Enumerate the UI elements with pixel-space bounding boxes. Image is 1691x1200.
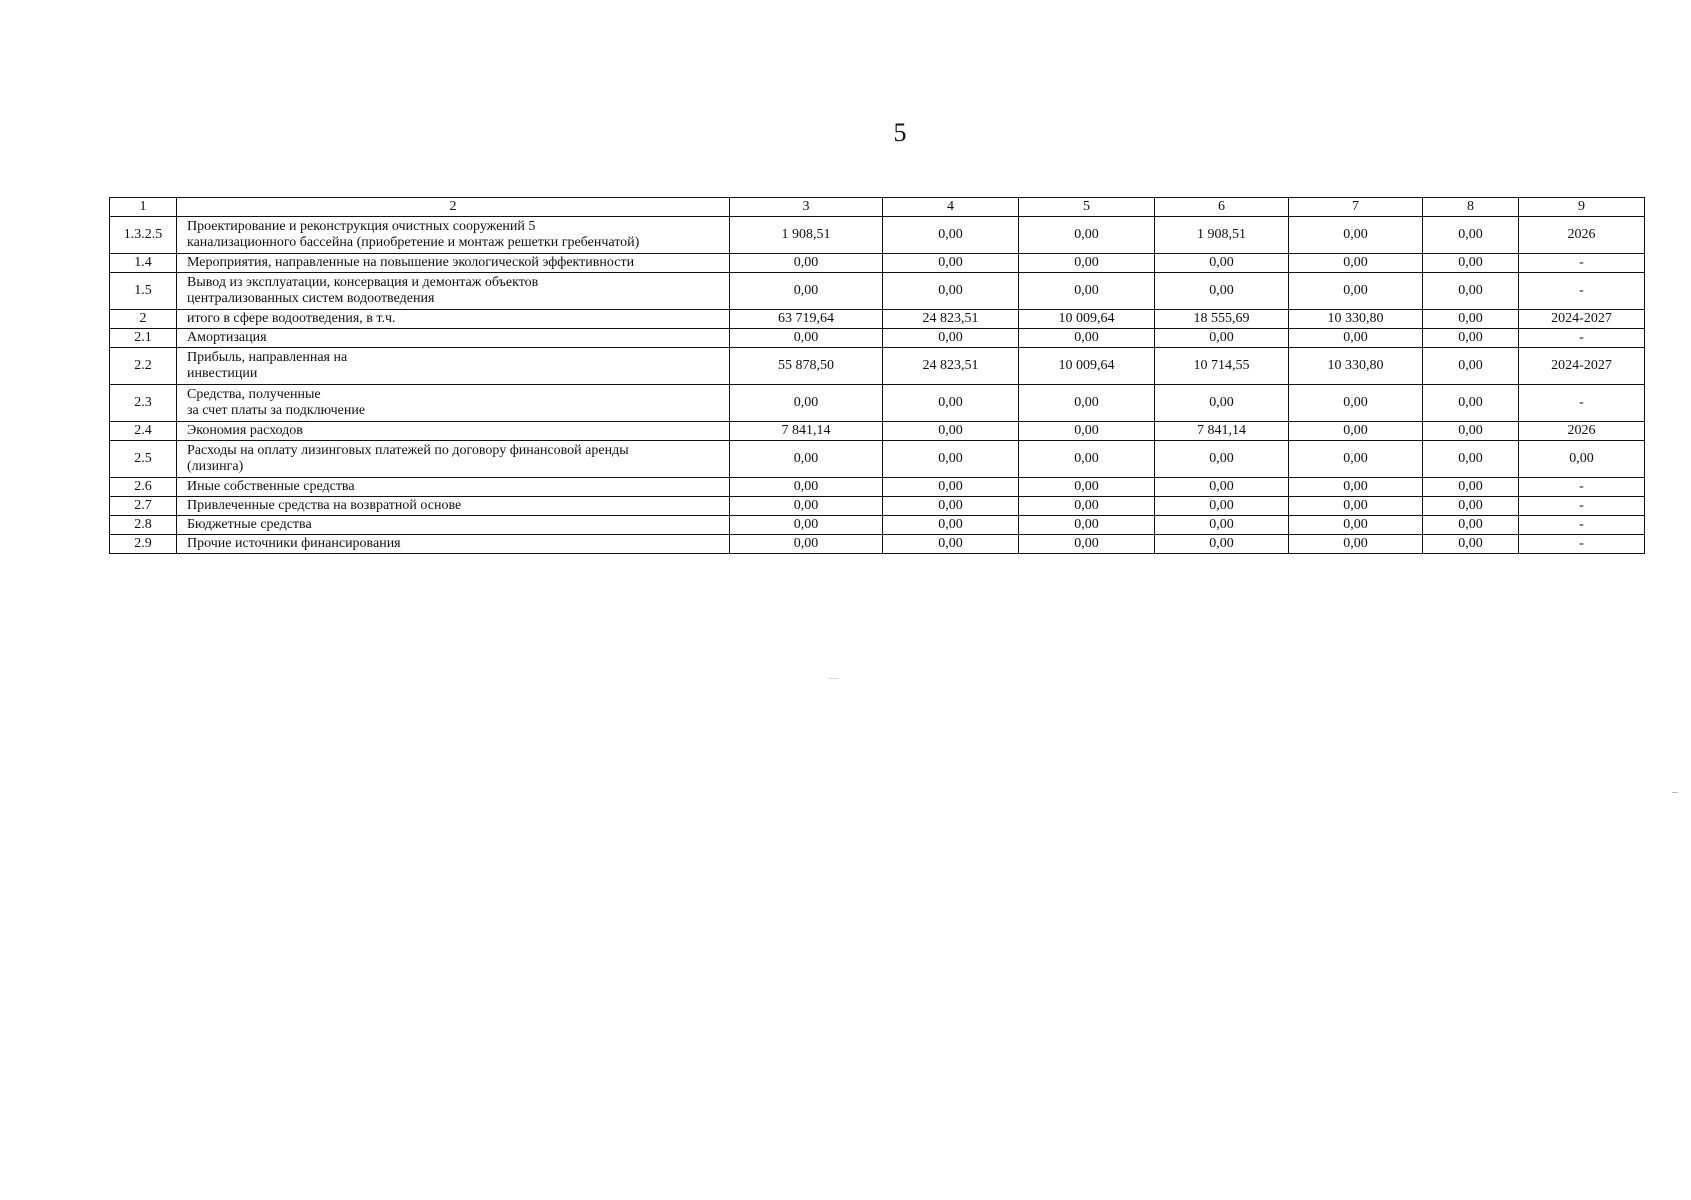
row-name-line: инвестиции [187, 366, 258, 381]
row-value-cell: 0,00 [1289, 254, 1423, 273]
row-name-cell [177, 516, 730, 535]
row-value-cell: 0,00 [1289, 329, 1423, 348]
row-name-line: Проектирование и реконструкция очистных сооружений 5 [187, 219, 536, 234]
row-name-line: Бюджетные средства [187, 517, 312, 532]
row-value-cell: 0,00 [883, 535, 1019, 554]
row-value-cell: 0,00 [1019, 385, 1155, 422]
row-value-cell: 0,00 [1019, 478, 1155, 497]
row-name-line: итого в сфере водоотведения, в т.ч. [187, 311, 396, 326]
row-value-cell: 0,00 [730, 329, 883, 348]
row-value-cell: 0,00 [1423, 273, 1519, 310]
table-row [110, 217, 1645, 254]
row-value-cell: 0,00 [1019, 329, 1155, 348]
row-value-cell: 0,00 [1155, 441, 1289, 478]
row-period-cell: - [1519, 254, 1645, 273]
row-value-cell: 0,00 [1289, 273, 1423, 310]
row-name-line: Мероприятия, направленные на повышение экологической эффективности [187, 255, 635, 270]
row-value-cell: 0,00 [1019, 422, 1155, 441]
row-name-cell [177, 385, 730, 422]
header-cell: 2 [177, 198, 730, 217]
header-cell: 8 [1423, 198, 1519, 217]
row-value-cell: 0,00 [1289, 478, 1423, 497]
row-value-cell: 7 841,14 [1155, 422, 1289, 441]
row-name-line: Расходы на оплату лизинговых платежей по договору финансовой аренды [187, 443, 629, 458]
row-value-cell: 55 878,50 [730, 348, 883, 385]
header-cell: 9 [1519, 198, 1645, 217]
row-value-cell: 0,00 [730, 254, 883, 273]
row-value-cell: 24 823,51 [883, 348, 1019, 385]
row-value-cell: 0,00 [1155, 497, 1289, 516]
row-number-cell: 2.7 [110, 497, 177, 516]
row-name-cell [177, 478, 730, 497]
header-cell: 1 [110, 198, 177, 217]
table-row [110, 422, 1645, 441]
row-value-cell: 0,00 [1289, 516, 1423, 535]
row-value-cell: 0,00 [1155, 535, 1289, 554]
row-value-cell: 0,00 [1019, 497, 1155, 516]
row-name-cell [177, 273, 730, 310]
row-value-cell: 0,00 [883, 385, 1019, 422]
row-name-line: за счет платы за подключение [187, 403, 366, 418]
row-period-cell: - [1519, 516, 1645, 535]
row-period-cell: 2024-2027 [1519, 348, 1645, 385]
row-period-cell: - [1519, 329, 1645, 348]
row-value-cell: 0,00 [730, 516, 883, 535]
row-number-cell: 2.9 [110, 535, 177, 554]
row-name-cell [177, 329, 730, 348]
row-value-cell: 0,00 [883, 497, 1019, 516]
row-name-cell [177, 254, 730, 273]
row-name-cell [177, 348, 730, 385]
table-row [110, 273, 1645, 310]
row-value-cell: 0,00 [1423, 441, 1519, 478]
table-row [110, 385, 1645, 422]
row-value-cell: 0,00 [1423, 497, 1519, 516]
table-body [110, 198, 1645, 554]
row-value-cell: 0,00 [1155, 254, 1289, 273]
row-name-line: канализационного бассейна (приобретение и монтаж решетки гребенчатой) [187, 235, 640, 250]
row-value-cell: 0,00 [730, 273, 883, 310]
table-row [110, 329, 1645, 348]
financing-table [109, 197, 1645, 554]
row-period-cell: - [1519, 385, 1645, 422]
row-name-line: (лизинга) [187, 459, 244, 474]
row-period-cell: - [1519, 535, 1645, 554]
row-value-cell: 0,00 [1423, 254, 1519, 273]
row-value-cell: 0,00 [883, 422, 1019, 441]
row-period-cell: - [1519, 497, 1645, 516]
row-period-cell: 2024-2027 [1519, 310, 1645, 329]
table-row [110, 310, 1645, 329]
row-value-cell: 0,00 [1423, 348, 1519, 385]
row-name-cell [177, 310, 730, 329]
table-row [110, 535, 1645, 554]
row-number-cell: 2.3 [110, 385, 177, 422]
row-name-line: Средства, полученные [187, 387, 321, 402]
row-value-cell: 0,00 [1423, 385, 1519, 422]
row-value-cell: 0,00 [1019, 254, 1155, 273]
header-row [110, 198, 1645, 217]
row-value-cell: 0,00 [1155, 516, 1289, 535]
row-value-cell: 7 841,14 [730, 422, 883, 441]
row-number-cell: 2.8 [110, 516, 177, 535]
row-name-cell [177, 217, 730, 254]
row-value-cell: 0,00 [1423, 535, 1519, 554]
row-value-cell: 18 555,69 [1155, 310, 1289, 329]
row-value-cell: 24 823,51 [883, 310, 1019, 329]
page-number: 5 [893, 118, 907, 147]
row-name-line: Амортизация [187, 330, 267, 345]
row-name-line: Экономия расходов [187, 423, 303, 438]
financing-table-container [109, 197, 1645, 554]
row-value-cell: 0,00 [1155, 273, 1289, 310]
row-name-cell [177, 497, 730, 516]
header-cell: 7 [1289, 198, 1423, 217]
row-value-cell: 10 009,64 [1019, 348, 1155, 385]
table-row [110, 478, 1645, 497]
row-name-cell [177, 441, 730, 478]
row-value-cell: 10 714,55 [1155, 348, 1289, 385]
table-row [110, 497, 1645, 516]
scan-speck [828, 678, 838, 679]
row-number-cell: 1.4 [110, 254, 177, 273]
row-value-cell: 0,00 [883, 217, 1019, 254]
row-value-cell: 10 330,80 [1289, 348, 1423, 385]
row-value-cell: 0,00 [1019, 273, 1155, 310]
row-number-cell: 2.6 [110, 478, 177, 497]
row-value-cell: 10 009,64 [1019, 310, 1155, 329]
table-row [110, 516, 1645, 535]
row-value-cell: 0,00 [1423, 422, 1519, 441]
row-name-line: централизованных систем водоотведения [187, 291, 435, 306]
row-name-line: Прибыль, направленная на [187, 350, 348, 365]
row-value-cell: 0,00 [1289, 422, 1423, 441]
row-period-cell: - [1519, 478, 1645, 497]
row-number-cell: 2 [110, 310, 177, 329]
row-value-cell: 0,00 [1019, 535, 1155, 554]
row-value-cell: 0,00 [1019, 441, 1155, 478]
row-number-cell: 1.3.2.5 [110, 217, 177, 254]
row-value-cell: 1 908,51 [1155, 217, 1289, 254]
row-value-cell: 0,00 [730, 478, 883, 497]
row-value-cell: 0,00 [1423, 329, 1519, 348]
row-value-cell: 0,00 [1289, 535, 1423, 554]
row-value-cell: 10 330,80 [1289, 310, 1423, 329]
header-cell: 3 [730, 198, 883, 217]
row-value-cell: 0,00 [1423, 217, 1519, 254]
row-name-cell [177, 535, 730, 554]
row-value-cell: 0,00 [730, 497, 883, 516]
row-value-cell: 1 908,51 [730, 217, 883, 254]
row-number-cell: 2.5 [110, 441, 177, 478]
row-value-cell: 0,00 [883, 329, 1019, 348]
row-value-cell: 0,00 [1289, 441, 1423, 478]
row-value-cell: 0,00 [883, 273, 1019, 310]
table-row [110, 441, 1645, 478]
row-value-cell: 0,00 [730, 535, 883, 554]
row-name-line: Иные собственные средства [187, 479, 355, 494]
row-value-cell: 0,00 [730, 441, 883, 478]
header-cell: 4 [883, 198, 1019, 217]
row-value-cell: 0,00 [883, 441, 1019, 478]
row-value-cell: 0,00 [1155, 385, 1289, 422]
scan-mark [1672, 792, 1678, 793]
row-value-cell: 0,00 [883, 516, 1019, 535]
row-value-cell: 0,00 [1289, 217, 1423, 254]
header-cell: 6 [1155, 198, 1289, 217]
header-cell: 5 [1019, 198, 1155, 217]
row-value-cell: 0,00 [730, 385, 883, 422]
row-name-cell [177, 422, 730, 441]
row-value-cell: 0,00 [1155, 329, 1289, 348]
row-name-line: Привлеченные средства на возвратной основе [187, 498, 462, 513]
row-value-cell: 0,00 [883, 478, 1019, 497]
row-number-cell: 2.1 [110, 329, 177, 348]
table-row [110, 254, 1645, 273]
row-name-line: Прочие источники финансирования [187, 536, 401, 551]
row-value-cell: 0,00 [1155, 478, 1289, 497]
row-value-cell: 0,00 [883, 254, 1019, 273]
row-number-cell: 2.4 [110, 422, 177, 441]
row-period-cell: 0,00 [1519, 441, 1645, 478]
row-number-cell: 1.5 [110, 273, 177, 310]
row-value-cell: 0,00 [1289, 497, 1423, 516]
row-period-cell: 2026 [1519, 422, 1645, 441]
row-value-cell: 0,00 [1423, 478, 1519, 497]
row-value-cell: 0,00 [1019, 217, 1155, 254]
row-value-cell: 0,00 [1423, 310, 1519, 329]
row-value-cell: 0,00 [1423, 516, 1519, 535]
row-number-cell: 2.2 [110, 348, 177, 385]
row-value-cell: 0,00 [1019, 516, 1155, 535]
row-period-cell: 2026 [1519, 217, 1645, 254]
table-row [110, 348, 1645, 385]
row-period-cell: - [1519, 273, 1645, 310]
row-value-cell: 0,00 [1289, 385, 1423, 422]
row-value-cell: 63 719,64 [730, 310, 883, 329]
row-name-line: Вывод из эксплуатации, консервация и демонтаж объектов [187, 275, 539, 290]
